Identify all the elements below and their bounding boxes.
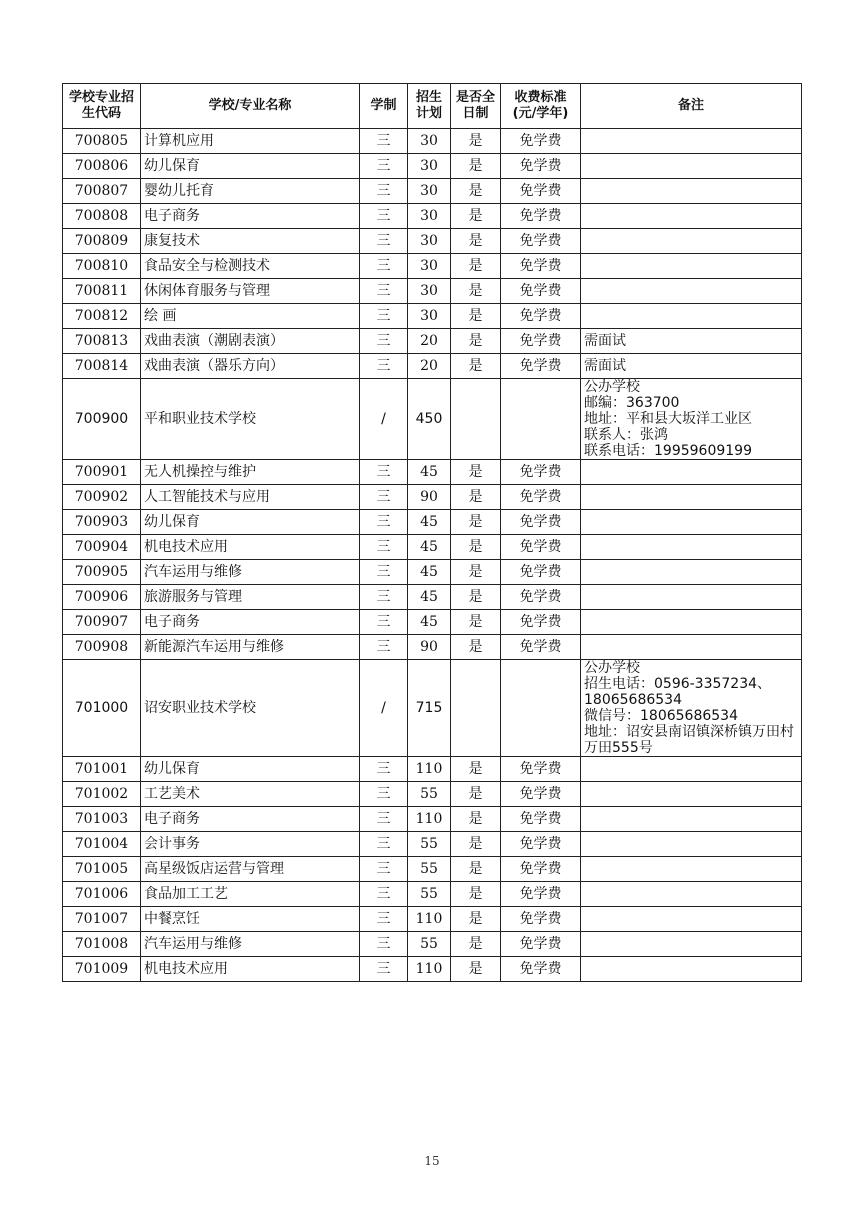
major-code: 700905 bbox=[63, 560, 141, 585]
major-remark bbox=[581, 635, 802, 660]
table-row bbox=[63, 154, 802, 179]
major-plan: 90 bbox=[408, 635, 451, 660]
table-row bbox=[63, 229, 802, 254]
major-plan: 45 bbox=[408, 610, 451, 635]
major-code: 701008 bbox=[63, 932, 141, 957]
school-remark-line: 公办学校 bbox=[584, 379, 640, 395]
major-name: 电子商务 bbox=[141, 610, 360, 635]
major-fee: 免学费 bbox=[501, 329, 581, 354]
major-fee: 免学费 bbox=[501, 585, 581, 610]
major-years: 三 bbox=[360, 585, 408, 610]
major-years: 三 bbox=[360, 204, 408, 229]
major-years: 三 bbox=[360, 907, 408, 932]
table-row bbox=[63, 932, 802, 957]
major-years: 三 bbox=[360, 560, 408, 585]
major-fulltime: 是 bbox=[451, 610, 501, 635]
major-remark bbox=[581, 229, 802, 254]
major-plan: 30 bbox=[408, 129, 451, 154]
major-code: 701005 bbox=[63, 857, 141, 882]
major-name: 食品安全与检测技术 bbox=[141, 254, 360, 279]
major-fee: 免学费 bbox=[501, 535, 581, 560]
major-name: 幼儿保育 bbox=[141, 510, 360, 535]
major-plan: 55 bbox=[408, 857, 451, 882]
major-remark: 需面试 bbox=[581, 354, 802, 379]
header-plan: 招生计划 bbox=[408, 84, 451, 129]
major-remark bbox=[581, 957, 802, 982]
header-row bbox=[63, 84, 802, 129]
major-fee: 免学费 bbox=[501, 304, 581, 329]
major-years: 三 bbox=[360, 782, 408, 807]
table-row bbox=[63, 882, 802, 907]
school-fee bbox=[501, 660, 581, 757]
major-years: 三 bbox=[360, 882, 408, 907]
major-name: 无人机操控与维护 bbox=[141, 460, 360, 485]
major-years: 三 bbox=[360, 510, 408, 535]
major-fulltime: 是 bbox=[451, 757, 501, 782]
major-years: 三 bbox=[360, 329, 408, 354]
table-row bbox=[63, 610, 802, 635]
major-fee: 免学费 bbox=[501, 204, 581, 229]
major-remark bbox=[581, 129, 802, 154]
major-fulltime: 是 bbox=[451, 585, 501, 610]
table-row bbox=[63, 560, 802, 585]
major-code: 700814 bbox=[63, 354, 141, 379]
school-fee bbox=[501, 379, 581, 460]
header-remark: 备注 bbox=[581, 84, 802, 129]
major-years: 三 bbox=[360, 832, 408, 857]
major-code: 700810 bbox=[63, 254, 141, 279]
major-fee: 免学费 bbox=[501, 857, 581, 882]
major-remark bbox=[581, 782, 802, 807]
major-years: 三 bbox=[360, 279, 408, 304]
major-plan: 30 bbox=[408, 154, 451, 179]
major-fee: 免学费 bbox=[501, 560, 581, 585]
table-row bbox=[63, 329, 802, 354]
major-remark bbox=[581, 204, 802, 229]
major-plan: 45 bbox=[408, 585, 451, 610]
major-years: 三 bbox=[360, 957, 408, 982]
major-years: 三 bbox=[360, 610, 408, 635]
major-code: 700908 bbox=[63, 635, 141, 660]
major-name: 幼儿保育 bbox=[141, 154, 360, 179]
major-code: 701002 bbox=[63, 782, 141, 807]
major-remark bbox=[581, 304, 802, 329]
header-fee: 收费标准(元/学年) bbox=[501, 84, 581, 129]
major-fulltime: 是 bbox=[451, 329, 501, 354]
major-remark bbox=[581, 279, 802, 304]
major-name: 休闲体育服务与管理 bbox=[141, 279, 360, 304]
major-code: 700805 bbox=[63, 129, 141, 154]
major-plan: 45 bbox=[408, 510, 451, 535]
table-row bbox=[63, 129, 802, 154]
school-code: 700900 bbox=[63, 379, 141, 460]
major-fulltime: 是 bbox=[451, 807, 501, 832]
major-name: 汽车运用与维修 bbox=[141, 932, 360, 957]
major-plan: 55 bbox=[408, 782, 451, 807]
table-row bbox=[63, 907, 802, 932]
major-fulltime: 是 bbox=[451, 907, 501, 932]
major-fulltime: 是 bbox=[451, 510, 501, 535]
major-code: 700811 bbox=[63, 279, 141, 304]
major-fulltime: 是 bbox=[451, 832, 501, 857]
major-fee: 免学费 bbox=[501, 254, 581, 279]
major-fulltime: 是 bbox=[451, 354, 501, 379]
table-row bbox=[63, 635, 802, 660]
major-code: 700812 bbox=[63, 304, 141, 329]
major-name: 人工智能技术与应用 bbox=[141, 485, 360, 510]
major-code: 700903 bbox=[63, 510, 141, 535]
table-row bbox=[63, 510, 802, 535]
major-plan: 30 bbox=[408, 254, 451, 279]
major-fulltime: 是 bbox=[451, 179, 501, 204]
major-remark bbox=[581, 179, 802, 204]
school-remark-line: 邮编：363700 bbox=[584, 395, 680, 411]
major-name: 幼儿保育 bbox=[141, 757, 360, 782]
major-code: 700901 bbox=[63, 460, 141, 485]
school-plan: 450 bbox=[408, 379, 451, 460]
major-remark bbox=[581, 832, 802, 857]
major-name: 绘 画 bbox=[141, 304, 360, 329]
major-remark bbox=[581, 610, 802, 635]
school-row bbox=[63, 660, 802, 757]
major-plan: 55 bbox=[408, 832, 451, 857]
major-years: 三 bbox=[360, 460, 408, 485]
school-remark-line: 微信号：18065686534 bbox=[584, 708, 738, 724]
major-fulltime: 是 bbox=[451, 279, 501, 304]
major-code: 700809 bbox=[63, 229, 141, 254]
major-years: 三 bbox=[360, 304, 408, 329]
major-fulltime: 是 bbox=[451, 204, 501, 229]
major-years: 三 bbox=[360, 807, 408, 832]
major-years: 三 bbox=[360, 179, 408, 204]
major-plan: 45 bbox=[408, 560, 451, 585]
major-code: 701001 bbox=[63, 757, 141, 782]
major-name: 戏曲表演（器乐方向） bbox=[141, 354, 360, 379]
major-years: 三 bbox=[360, 229, 408, 254]
major-fulltime: 是 bbox=[451, 932, 501, 957]
table-row bbox=[63, 204, 802, 229]
major-fulltime: 是 bbox=[451, 535, 501, 560]
major-plan: 45 bbox=[408, 460, 451, 485]
major-fee: 免学费 bbox=[501, 229, 581, 254]
major-years: 三 bbox=[360, 857, 408, 882]
major-years: 三 bbox=[360, 254, 408, 279]
major-fee: 免学费 bbox=[501, 782, 581, 807]
major-name: 电子商务 bbox=[141, 204, 360, 229]
major-fee: 免学费 bbox=[501, 907, 581, 932]
major-name: 高星级饭店运营与管理 bbox=[141, 857, 360, 882]
major-code: 700906 bbox=[63, 585, 141, 610]
major-plan: 30 bbox=[408, 179, 451, 204]
major-remark bbox=[581, 807, 802, 832]
major-fulltime: 是 bbox=[451, 782, 501, 807]
major-plan: 20 bbox=[408, 329, 451, 354]
school-remark-line: 联系电话：19959609199 bbox=[584, 443, 752, 459]
major-fee: 免学费 bbox=[501, 279, 581, 304]
major-fee: 免学费 bbox=[501, 635, 581, 660]
major-plan: 30 bbox=[408, 304, 451, 329]
major-remark bbox=[581, 154, 802, 179]
major-plan: 20 bbox=[408, 354, 451, 379]
page-number: 15 bbox=[424, 1154, 440, 1168]
major-name: 机电技术应用 bbox=[141, 957, 360, 982]
major-years: 三 bbox=[360, 635, 408, 660]
school-fulltime bbox=[451, 660, 501, 757]
major-remark bbox=[581, 932, 802, 957]
major-fee: 免学费 bbox=[501, 882, 581, 907]
major-code: 700813 bbox=[63, 329, 141, 354]
major-plan: 110 bbox=[408, 957, 451, 982]
major-years: 三 bbox=[360, 485, 408, 510]
major-name: 电子商务 bbox=[141, 807, 360, 832]
major-plan: 110 bbox=[408, 757, 451, 782]
table-row bbox=[63, 254, 802, 279]
major-plan: 30 bbox=[408, 229, 451, 254]
major-fulltime: 是 bbox=[451, 154, 501, 179]
major-fulltime: 是 bbox=[451, 304, 501, 329]
major-fulltime: 是 bbox=[451, 560, 501, 585]
major-fee: 免学费 bbox=[501, 757, 581, 782]
header-fulltime: 是否全日制 bbox=[451, 84, 501, 129]
major-years: 三 bbox=[360, 154, 408, 179]
major-name: 工艺美术 bbox=[141, 782, 360, 807]
school-name: 平和职业技术学校 bbox=[141, 379, 360, 460]
major-plan: 30 bbox=[408, 279, 451, 304]
major-remark bbox=[581, 585, 802, 610]
table-row bbox=[63, 757, 802, 782]
major-fee: 免学费 bbox=[501, 610, 581, 635]
major-remark bbox=[581, 907, 802, 932]
school-remark-line: 联系人：张鸿 bbox=[584, 427, 668, 443]
school-code: 701000 bbox=[63, 660, 141, 757]
major-years: 三 bbox=[360, 354, 408, 379]
major-years: 三 bbox=[360, 932, 408, 957]
major-fee: 免学费 bbox=[501, 510, 581, 535]
major-code: 700907 bbox=[63, 610, 141, 635]
major-fulltime: 是 bbox=[451, 460, 501, 485]
table-body bbox=[63, 129, 802, 982]
major-plan: 55 bbox=[408, 932, 451, 957]
enrollment-table bbox=[62, 83, 802, 982]
major-fulltime: 是 bbox=[451, 635, 501, 660]
major-fee: 免学费 bbox=[501, 485, 581, 510]
major-name: 戏曲表演（潮剧表演） bbox=[141, 329, 360, 354]
major-years: 三 bbox=[360, 129, 408, 154]
major-fee: 免学费 bbox=[501, 807, 581, 832]
table-row bbox=[63, 585, 802, 610]
header-name: 学校/专业名称 bbox=[141, 84, 360, 129]
major-code: 701003 bbox=[63, 807, 141, 832]
table-row bbox=[63, 304, 802, 329]
major-name: 计算机应用 bbox=[141, 129, 360, 154]
table-row bbox=[63, 485, 802, 510]
school-fulltime bbox=[451, 379, 501, 460]
table-row bbox=[63, 179, 802, 204]
table-row bbox=[63, 535, 802, 560]
major-plan: 30 bbox=[408, 204, 451, 229]
major-name: 新能源汽车运用与维修 bbox=[141, 635, 360, 660]
major-remark bbox=[581, 882, 802, 907]
major-fulltime: 是 bbox=[451, 229, 501, 254]
major-fee: 免学费 bbox=[501, 932, 581, 957]
school-name: 诏安职业技术学校 bbox=[141, 660, 360, 757]
major-code: 700808 bbox=[63, 204, 141, 229]
major-remark bbox=[581, 757, 802, 782]
major-years: 三 bbox=[360, 757, 408, 782]
major-fee: 免学费 bbox=[501, 832, 581, 857]
school-row bbox=[63, 379, 802, 460]
school-remark-line: 公办学校 bbox=[584, 660, 640, 676]
table-row bbox=[63, 832, 802, 857]
major-code: 701007 bbox=[63, 907, 141, 932]
school-remark-line: 地址：平和县大坂洋工业区 bbox=[584, 411, 752, 427]
table-row bbox=[63, 857, 802, 882]
major-name: 汽车运用与维修 bbox=[141, 560, 360, 585]
table-row bbox=[63, 957, 802, 982]
major-remark: 需面试 bbox=[581, 329, 802, 354]
major-remark bbox=[581, 510, 802, 535]
major-fee: 免学费 bbox=[501, 957, 581, 982]
major-code: 700807 bbox=[63, 179, 141, 204]
major-remark bbox=[581, 535, 802, 560]
major-name: 旅游服务与管理 bbox=[141, 585, 360, 610]
major-plan: 90 bbox=[408, 485, 451, 510]
major-fulltime: 是 bbox=[451, 254, 501, 279]
major-remark bbox=[581, 857, 802, 882]
school-remark bbox=[581, 379, 802, 460]
major-fee: 免学费 bbox=[501, 460, 581, 485]
school-remark-line: 地址：诏安县南诏镇深桥镇万田村万田555号 bbox=[584, 724, 794, 756]
table-row bbox=[63, 460, 802, 485]
major-fulltime: 是 bbox=[451, 857, 501, 882]
major-plan: 110 bbox=[408, 807, 451, 832]
major-fee: 免学费 bbox=[501, 354, 581, 379]
major-name: 康复技术 bbox=[141, 229, 360, 254]
school-remark bbox=[581, 660, 802, 757]
major-fulltime: 是 bbox=[451, 957, 501, 982]
table-row bbox=[63, 354, 802, 379]
major-code: 701009 bbox=[63, 957, 141, 982]
major-plan: 110 bbox=[408, 907, 451, 932]
major-name: 婴幼儿托育 bbox=[141, 179, 360, 204]
major-fulltime: 是 bbox=[451, 485, 501, 510]
header-years: 学制 bbox=[360, 84, 408, 129]
major-years: 三 bbox=[360, 535, 408, 560]
major-remark bbox=[581, 560, 802, 585]
school-years: / bbox=[360, 660, 408, 757]
school-plan: 715 bbox=[408, 660, 451, 757]
major-code: 700806 bbox=[63, 154, 141, 179]
header-code: 学校专业招生代码 bbox=[63, 84, 141, 129]
major-code: 700904 bbox=[63, 535, 141, 560]
major-remark bbox=[581, 485, 802, 510]
major-name: 食品加工工艺 bbox=[141, 882, 360, 907]
school-remark-line: 招生电话：0596-3357234、18065686534 bbox=[584, 676, 772, 708]
major-code: 701006 bbox=[63, 882, 141, 907]
major-fee: 免学费 bbox=[501, 129, 581, 154]
major-name: 会计事务 bbox=[141, 832, 360, 857]
major-fee: 免学费 bbox=[501, 154, 581, 179]
table-row bbox=[63, 279, 802, 304]
school-years: / bbox=[360, 379, 408, 460]
major-fulltime: 是 bbox=[451, 882, 501, 907]
major-name: 中餐烹饪 bbox=[141, 907, 360, 932]
table-row bbox=[63, 807, 802, 832]
major-code: 700902 bbox=[63, 485, 141, 510]
major-remark bbox=[581, 254, 802, 279]
major-plan: 45 bbox=[408, 535, 451, 560]
major-fulltime: 是 bbox=[451, 129, 501, 154]
major-fee: 免学费 bbox=[501, 179, 581, 204]
major-name: 机电技术应用 bbox=[141, 535, 360, 560]
table-row bbox=[63, 782, 802, 807]
major-code: 701004 bbox=[63, 832, 141, 857]
major-plan: 55 bbox=[408, 882, 451, 907]
major-remark bbox=[581, 460, 802, 485]
